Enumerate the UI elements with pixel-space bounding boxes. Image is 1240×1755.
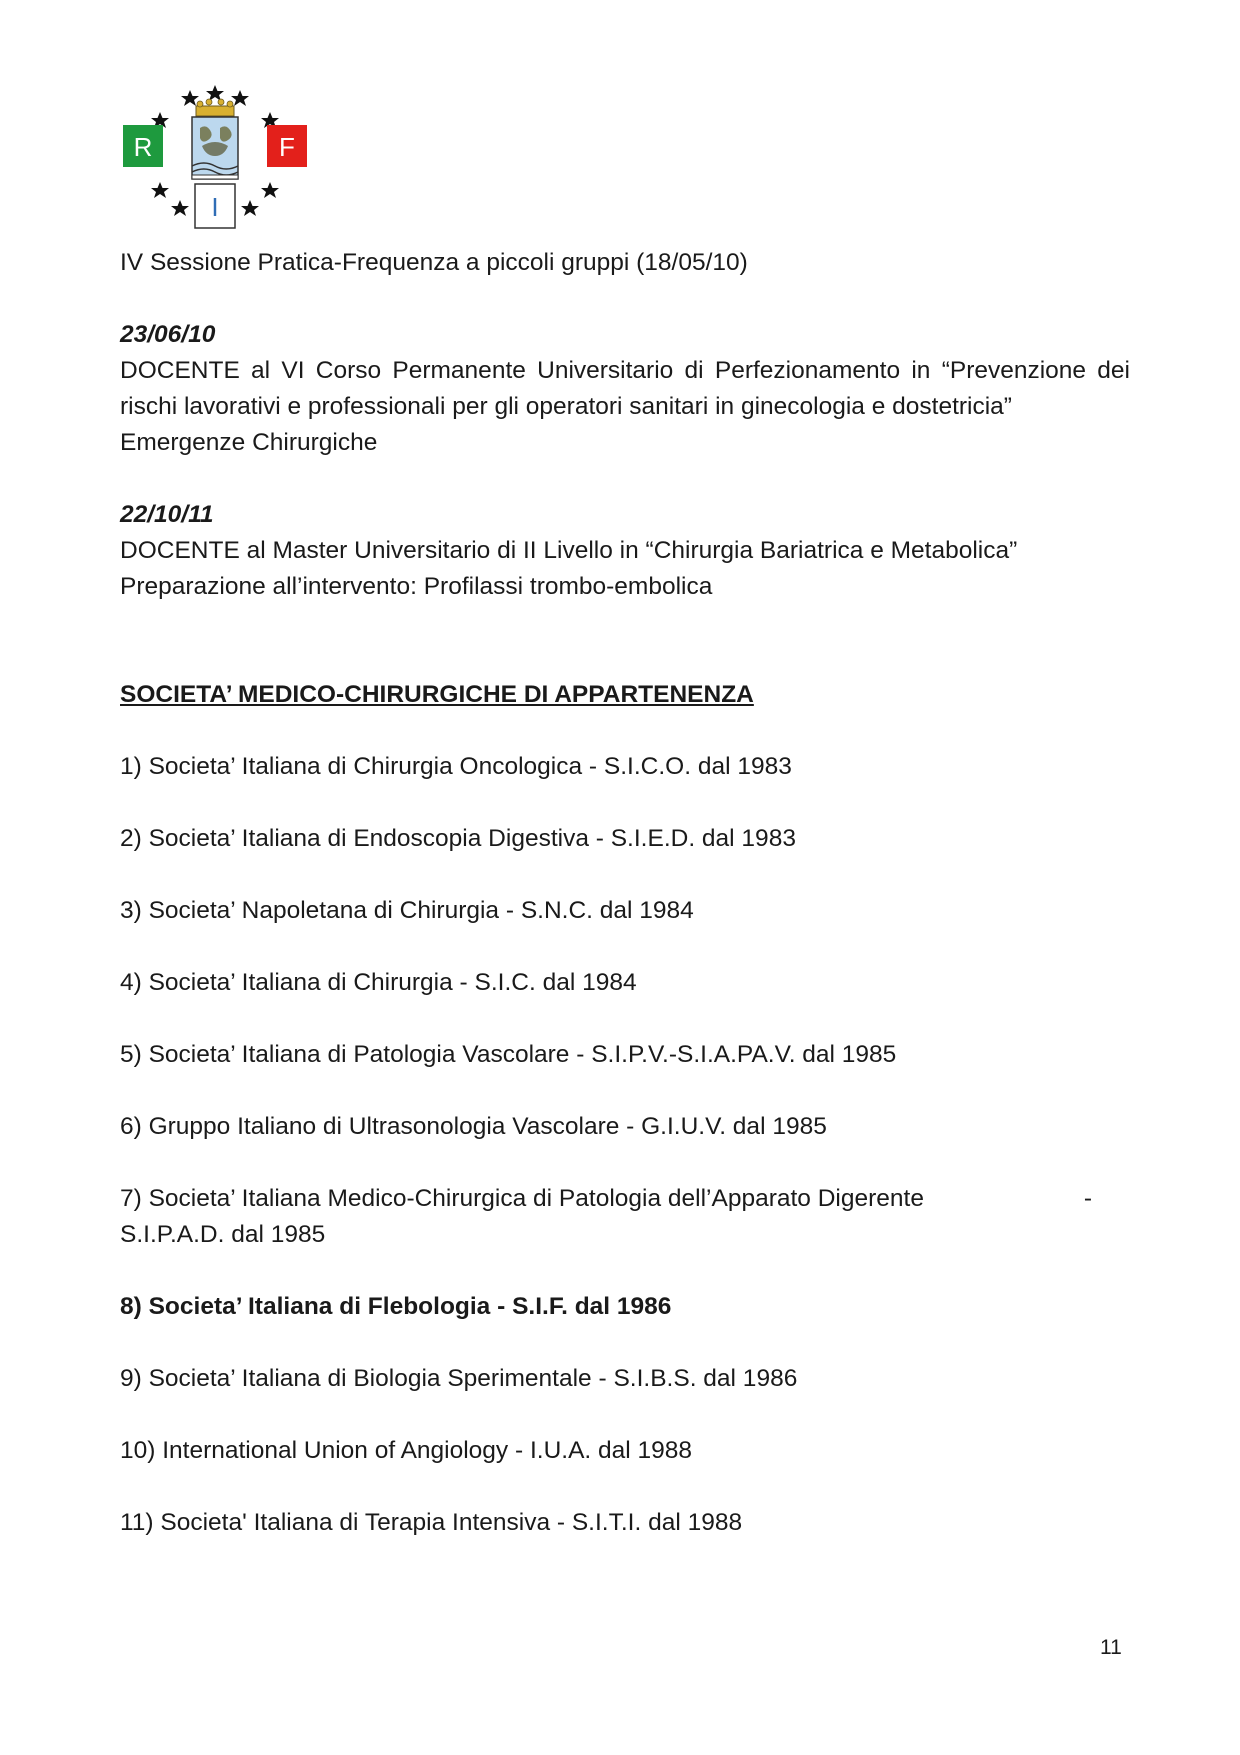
- svg-text:F: F: [279, 132, 295, 162]
- entry-description: DOCENTE al Master Universitario di II Livello in “Chirurgia Bariatrica e Metabolica”: [120, 537, 1018, 564]
- section-title: SOCIETA’ MEDICO-CHIRURGICHE DI APPARTENENZA: [120, 681, 754, 708]
- society-item-7-line2: S.I.P.A.D. dal 1985: [120, 1221, 326, 1248]
- society-item: 11) Societa' Italiana di Terapia Intensiva - S.I.T.I. dal 1988: [120, 1509, 743, 1536]
- entry-date: 23/06/10: [120, 321, 216, 348]
- society-item: 6) Gruppo Italiano di Ultrasonologia Vascolare - G.I.U.V. dal 1985: [120, 1113, 827, 1140]
- entry-date: 22/10/11: [120, 501, 214, 528]
- society-item: 10) International Union of Angiology - I.U.A. dal 1988: [120, 1437, 693, 1464]
- society-item: 9) Societa’ Italiana di Biologia Sperimentale - S.I.B.S. dal 1986: [120, 1365, 798, 1392]
- shield-icon: [192, 117, 238, 179]
- rfi-logo: [120, 80, 310, 235]
- entry-description: DOCENTE al VI Corso Permanente Universitario di Perfezionamento in “Prevenzione dei rischi lavorativi e professionali per gli operatori sanitari in ginecologia e dostetricia”: [120, 357, 1130, 420]
- society-item-7-dash: -: [1083, 1185, 1092, 1212]
- page-number: 11: [1100, 1636, 1122, 1659]
- logo-letter-i-box: [195, 184, 235, 228]
- society-item-7: [120, 1181, 1130, 1217]
- society-item: 3) Societa’ Napoletana di Chirurgia - S.N.C. dal 1984: [120, 897, 694, 924]
- entry-detail: Emergenze Chirurgiche: [120, 429, 378, 456]
- society-item-highlighted: 8) Societa’ Italiana di Flebologia - S.I.F. dal 1986: [120, 1293, 672, 1320]
- logo-letter-f-box: [267, 125, 307, 167]
- logo-letter-r-box: [123, 125, 163, 167]
- svg-text:I: I: [211, 192, 219, 222]
- entry-detail: Preparazione all’intervento: Profilassi trombo-embolica: [120, 573, 713, 600]
- society-item: 1) Societa’ Italiana di Chirurgia Oncologica - S.I.C.O. dal 1983: [120, 753, 792, 780]
- document-body: [120, 245, 1130, 1541]
- crown-icon: [196, 99, 234, 116]
- rfi-logo-graphic: [120, 80, 310, 235]
- society-item: 4) Societa’ Italiana di Chirurgia - S.I.C. dal 1984: [120, 969, 637, 996]
- society-item-7-line1: 7) Societa’ Italiana Medico-Chirurgica di Patologia dell’Apparato Digerente: [120, 1185, 924, 1212]
- society-item: 5) Societa’ Italiana di Patologia Vascolare - S.I.P.V.-S.I.A.PA.V. dal 1985: [120, 1041, 897, 1068]
- intro-line: IV Sessione Pratica-Frequenza a piccoli gruppi (18/05/10): [120, 249, 748, 276]
- svg-text:R: R: [133, 132, 153, 162]
- society-item: 2) Societa’ Italiana di Endoscopia Digestiva - S.I.E.D. dal 1983: [120, 825, 796, 852]
